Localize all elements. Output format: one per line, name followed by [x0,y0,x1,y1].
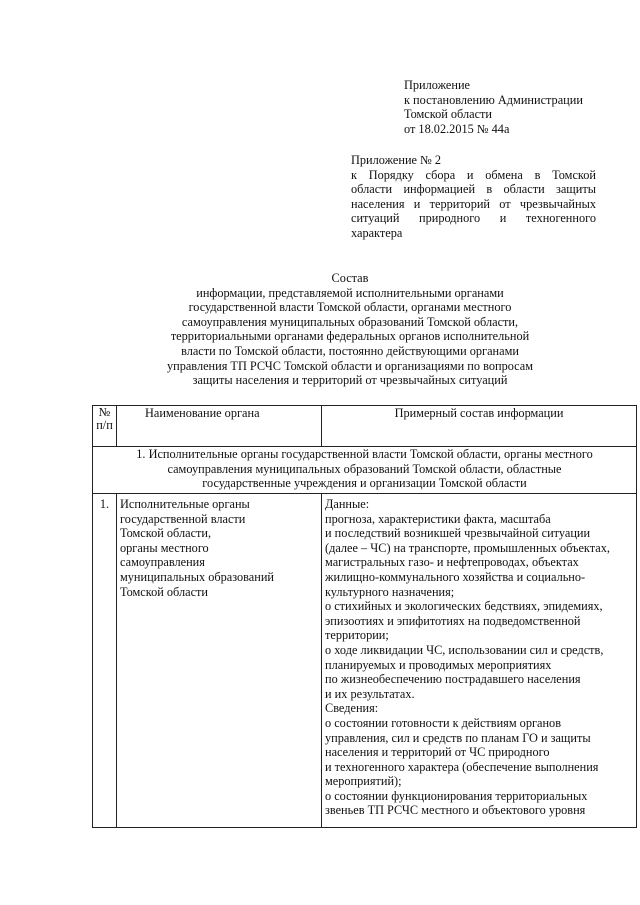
row-organ-cell [117,494,322,828]
info-line: территории; [325,628,389,643]
info-line: (далее – ЧС) на транспорте, промышленных объектах, [325,540,610,555]
info-line: населения и территорий от ЧС природного [325,745,550,760]
appendix2-line: к Порядку сбора и обмена в Томской [351,167,596,182]
appendix2-line: населения и территорий от чрезвычайных [351,196,596,211]
info-line: о состоянии готовности к действиям органов [325,715,562,730]
info-line: звеньев ТП РСЧС местного и объектового уровня [325,803,586,818]
section-heading-line: самоуправления муниципальных образований Томской области, областные [167,461,562,476]
section-heading-line: государственные учреждения и организации Томской области [202,476,527,491]
document-title-line: защиты населения и территорий от чрезвычайных ситуаций [192,373,508,388]
appendix-header-line: Приложение [404,78,470,92]
info-line: эпизоотиях и эпифитотиях на подведомственной [325,613,581,628]
info-line: о состоянии функционирования территориальных [325,788,588,803]
header-number-abbr: п/п [96,418,113,432]
table-row [93,494,637,828]
appendix-header-line: Томской области [404,107,492,122]
organ-line: государственной власти [120,511,246,526]
organ-line: Томской области [120,584,208,599]
row-info-cell [322,494,637,828]
info-line: и техногенного характера (обеспечение выполнения [325,759,599,774]
organ-line: самоуправления [120,555,205,570]
section-heading-line: 1. Исполнительные органы государственной власти Томской области, органы местного [136,447,593,461]
info-line: планируемых и проводимых мероприятиях [325,657,552,672]
organ-line: муниципальных образований [120,569,274,584]
info-line: мероприятий); [325,774,402,789]
document-title-heading: Состав [331,271,369,285]
document-title-line: территориальными органами федеральных органов исполнительной [170,329,530,344]
info-line: Сведения: [325,701,379,716]
header-info-cell: Примерный состав информации [322,406,637,447]
appendix-header-line: от 18.02.2015 № 44а [404,121,510,136]
document-title-line: государственной власти Томской области, органами местного [188,300,512,315]
information-table [92,405,637,828]
document-title-line: самоуправления муниципальных образований Томской области, [181,314,519,329]
organ-line: органы местного [120,540,209,555]
info-line: магистральных газо- и нефтепроводах, объектах [325,555,579,570]
section-heading-cell [93,447,637,494]
info-line: о стихийных и экологических бедствиях, эпидемиях, [325,599,603,614]
appendix2-title: Приложение № 2 [351,153,442,167]
info-line: и последствий возникшей чрезвычайной ситуации [325,526,591,541]
header-organ-cell: Наименование органа [117,406,322,447]
organ-line: Исполнительные органы [120,497,250,511]
appendix-header-line: к постановлению Администрации [404,92,583,107]
info-line: по жизнеобеспечению пострадавшего населения [325,672,581,687]
appendix2-line: ситуаций природного и техногенного [351,211,596,226]
row-number-cell: 1. [93,494,117,828]
info-line: управления, сил и средств по планам ГО и защиты [325,730,591,745]
document-title-line: управления ТП РСЧС Томской области и организациями по вопросам [166,358,534,373]
table-section-row [93,447,637,494]
info-line: и их результатах. [325,686,415,701]
info-line: Данные: [325,497,370,511]
info-line: жилищно-коммунального хозяйства и социально- [325,569,586,584]
appendix2-header [351,153,596,241]
info-line: культурного назначения; [325,584,455,599]
header-number-symbol: № [98,405,111,419]
info-line: прогноза, характеристики факта, масштаба [325,511,551,526]
appendix2-line: области информацией в области защиты [351,182,596,197]
table-header-row [93,406,637,447]
document-title-line: информации, представляемой исполнительными органами [196,285,504,300]
document-title [80,271,620,388]
organ-line: Томской области, [120,526,212,541]
appendix2-line: характера [351,225,403,240]
appendix-header [404,78,583,136]
info-line: о ходе ликвидации ЧС, использовании сил и средств, [325,642,604,657]
document-title-line: власти по Томской области, постоянно действующими органами [181,343,519,358]
header-number-cell [93,406,117,447]
